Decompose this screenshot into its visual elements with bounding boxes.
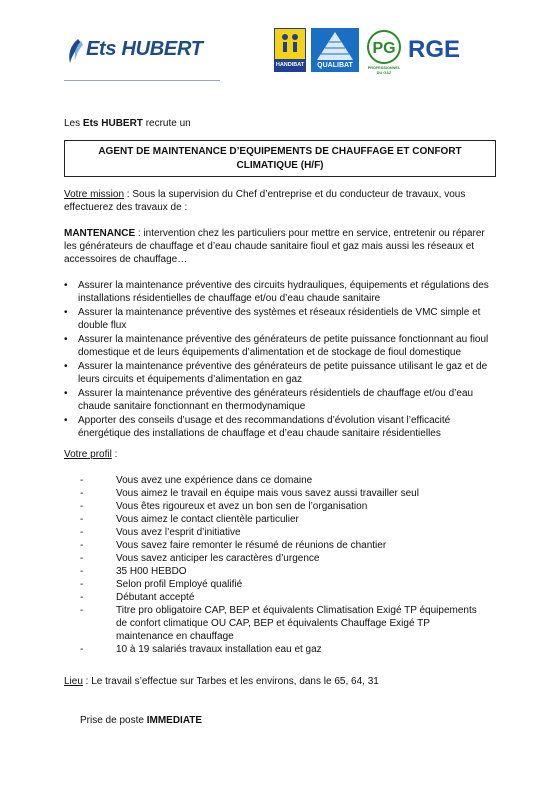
list-item: • Assurer la maintenance préventive des systèmes et réseaux résidentiels de VMC simple et double flux — [64, 307, 481, 331]
dash-icon: - — [80, 553, 84, 564]
list-item: • Assurer la maintenance préventive des générateurs de petite puissance utilisant le gaz et de leurs circuits et équipements d’alimentation en gaz — [64, 361, 488, 385]
list-item: • Assurer la maintenance préventive des générateurs résidentiels de chauffage et/ou d’eau chaude sanitaire fonctionnant en thermodynamique — [64, 388, 474, 412]
intro-company: Ets HUBERT — [82, 118, 143, 129]
list-item: - Vous êtes rigoureux et avez un bon sen de l’organisation — [80, 501, 368, 512]
list-item: - Vous savez faire remonter le résumé de réunions de chantier — [80, 540, 387, 551]
dash-icon: - — [80, 527, 84, 538]
location-label: Lieu — [64, 676, 83, 687]
dash-icon: - — [80, 540, 84, 551]
bullet-icon: • — [64, 388, 68, 399]
dash-icon: - — [80, 501, 84, 512]
dash-icon: - — [80, 475, 84, 486]
dash-icon: - — [80, 566, 84, 577]
dash-icon: - — [80, 605, 84, 616]
maintenance-label: MANTENANCE — [64, 228, 136, 239]
start-value: IMMEDIATE — [146, 715, 203, 726]
profile-list — [80, 474, 480, 656]
leaf-mark-icon — [66, 38, 84, 64]
bullet-icon: • — [64, 415, 68, 426]
dash-icon: - — [80, 592, 84, 603]
maintenance-paragraph: MANTENANCE : intervention chez les particuliers pour mettre en service, entretenir ou réparer les générateurs de chauffage et d’eau chaude sanitaire fioul et gaz mais aussi les réseaux et accessoires de chauffage… — [64, 228, 485, 265]
company-name: Ets HUBERT — [86, 38, 203, 60]
qualibat-building-icon — [311, 28, 359, 62]
location-line: Lieu : Le travail s’effectue sur Tarbes et les environs, dans le 65, 64, 31 — [64, 676, 379, 687]
list-item: - Vous aimez le contact clientèle particulier — [80, 514, 299, 525]
list-item: - Vous avez l’esprit d’initiative — [80, 527, 241, 538]
list-item: - 10 à 19 salariés travaux installation eau et gaz — [80, 644, 322, 655]
list-item: - Selon profil Employé qualifié — [80, 579, 243, 590]
list-item: - Débutant accepté — [80, 592, 195, 603]
list-item: - Vous aimez le travail en équipe mais vous savez aussi travailler seul — [80, 488, 419, 499]
list-item: • Assurer la maintenance préventive des générateurs de petite puissance fonctionnant au fioul domestique et de leurs équipements d’alimentation et de stockage de fioul domestique — [64, 334, 489, 358]
pg-logo-text: PG — [372, 40, 396, 57]
bullet-icon: • — [64, 361, 68, 372]
bullet-icon: • — [64, 280, 68, 291]
dash-icon: - — [80, 644, 84, 655]
dash-icon: - — [80, 514, 84, 525]
mission-label: Votre mission — [64, 189, 125, 200]
rge-logo: RGE — [408, 36, 461, 63]
dash-icon: - — [80, 579, 84, 590]
list-item: - Titre pro obligatoire CAP, BEP et équivalents Climatisation Exigé TP équipements de confort climatique OU CAP, BEP et équivalents Chauffage Exigé TP maintenance en chauffage — [80, 605, 477, 642]
pg-logo: PG PROFESSIONNEL DU GAZ — [365, 28, 403, 74]
list-item: - 35 H00 HEBDO — [80, 566, 187, 577]
list-item: - Vous savez anticiper les caractères d’urgence — [80, 553, 320, 564]
list-item: • Apporter des conseils d’usage et des recommandations d’évolution visant l’efficacité énergétique des installations de chauffage et d’eau chaude sanitaire résidentielles — [64, 415, 451, 439]
page-header — [0, 26, 560, 82]
intro-line: Les Ets HUBERT recrute un — [64, 118, 191, 129]
qualibat-logo: QUALIBAT — [311, 28, 359, 72]
bullet-icon: • — [64, 307, 68, 318]
pg-emblem-icon — [365, 28, 403, 66]
header-divider — [64, 80, 220, 81]
handibat-logo: HANDIBAT — [274, 28, 306, 72]
handibat-figures-icon — [275, 29, 305, 59]
bullet-icon: • — [64, 334, 68, 345]
profile-heading: Votre profil : — [64, 449, 118, 460]
dash-icon: - — [80, 488, 84, 499]
job-title: AGENT DE MAINTENANCE D’EQUIPEMENTS DE CHAUFFAGE ET CONFORT CLIMATIQUE (H/F) — [64, 140, 496, 177]
company-logo — [64, 36, 224, 72]
start-line: Prise de poste IMMEDIATE — [80, 715, 203, 726]
mission-paragraph: Votre mission : Sous la supervision du Chef d’entreprise et du conducteur de travaux, vous effectuerez des travaux de : — [64, 189, 466, 213]
list-item: • Assurer la maintenance préventive des circuits hydrauliques, équipements et régulations des installations résidentielles de chauffage et/ou d’eau chaude sanitaire — [64, 280, 489, 304]
task-list — [64, 279, 504, 441]
list-item: - Vous avez une expérience dans ce domaine — [80, 475, 313, 486]
